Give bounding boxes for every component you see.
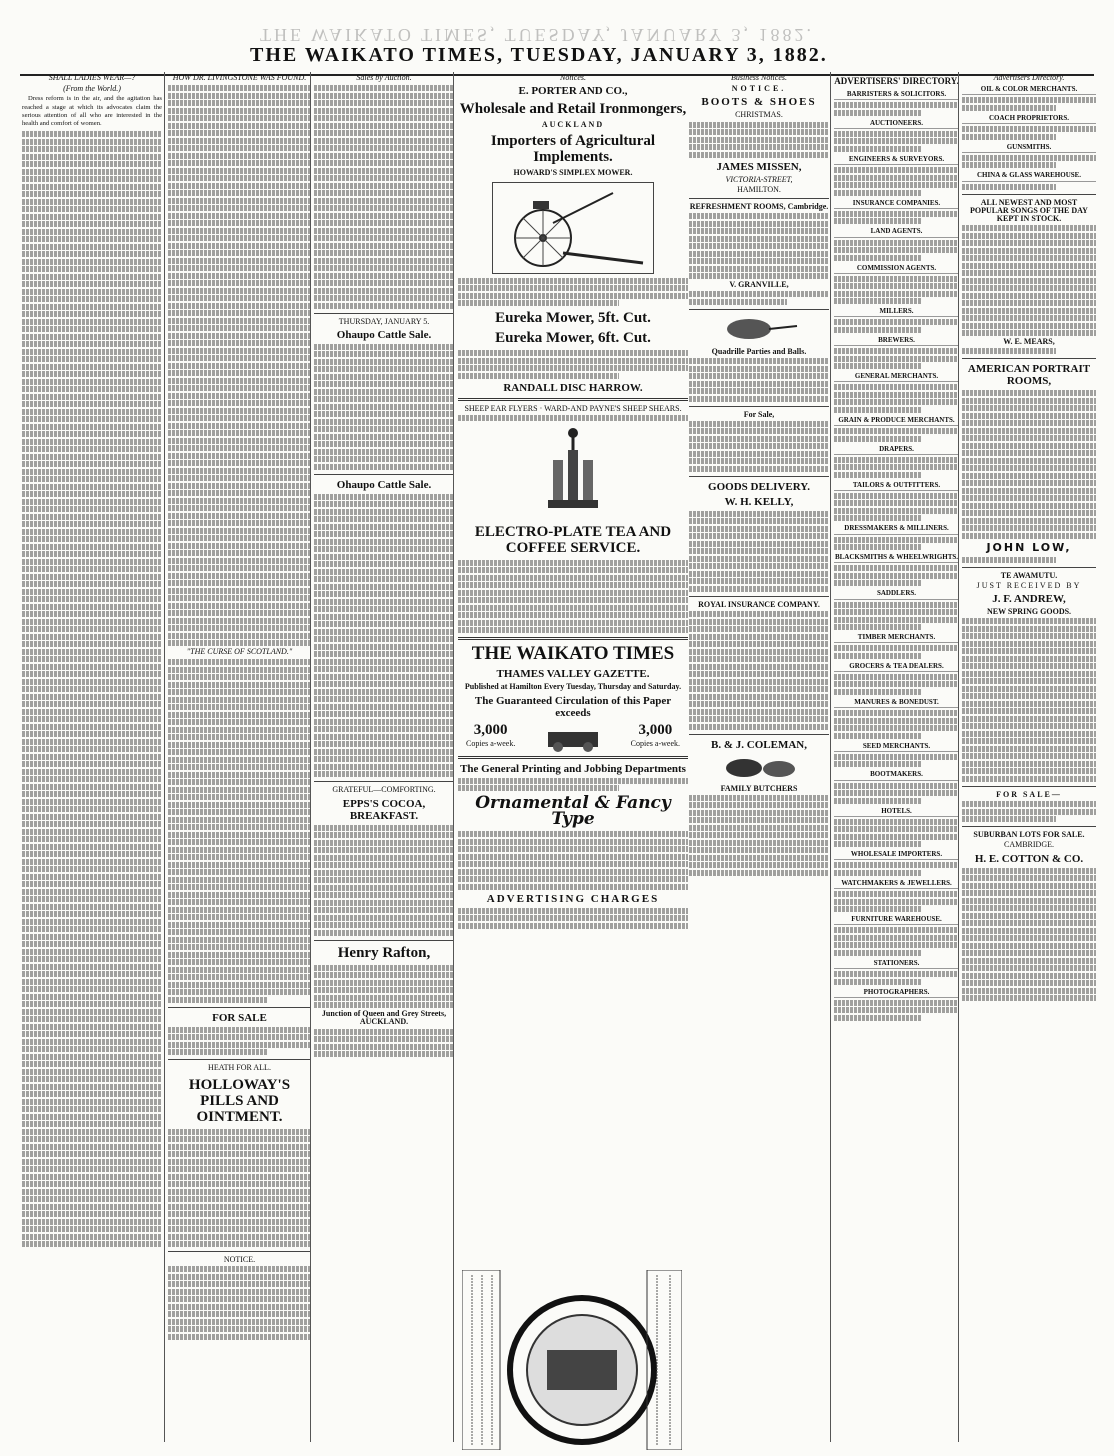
directory-entry (834, 870, 922, 876)
ad-firm: E. PORTER AND CO., (518, 85, 628, 98)
column-3 (310, 72, 454, 1442)
directory-heading: ADVERTISERS' DIRECTORY. (834, 76, 959, 86)
directory-category: MANURES & BONEDUST. (834, 698, 959, 708)
directory-entry (834, 138, 959, 144)
directory-entry (834, 754, 959, 760)
directory-entry (834, 276, 959, 282)
directory-entry (834, 247, 959, 253)
directory-entry (834, 493, 959, 499)
directory-entry (834, 240, 959, 246)
directory-entry (834, 725, 959, 731)
directory-category: SEED MERCHANTS. (834, 742, 959, 752)
cruet-illustration (538, 425, 608, 520)
directory-entry (834, 1015, 922, 1021)
directory-entry (834, 580, 922, 586)
ad-heading: NOTICE. (223, 1255, 256, 1265)
directory-entry (834, 131, 959, 137)
directory-entry (834, 645, 959, 651)
directory-entry (834, 609, 959, 615)
article-body: Dress reform is in the air, and the agitation has reached a stage at which its advocates claim the serious attention of all who are interested in the health and comfort of women. (22, 95, 162, 128)
directory-entry (834, 436, 922, 442)
directory-category: PHOTOGRAPHERS. (834, 988, 959, 998)
directory-entry (834, 841, 922, 847)
ad-heading: AMERICAN PORTRAIT ROOMS, (967, 363, 1091, 388)
directory-category: MILLERS. (834, 307, 959, 317)
directory-entry (834, 710, 959, 716)
circulation-left (466, 722, 515, 750)
masthead-bleed-through: THE WAIKATO TIMES, TUESDAY, JANUARY 3, 1882. (260, 25, 815, 45)
directory-entry (834, 834, 959, 840)
ad-heading: ROYAL INSURANCE COMPANY. (698, 599, 820, 609)
paper-title: THE WAIKATO TIMES (471, 643, 675, 665)
ad-product: HOWARD'S SIMPLEX MOWER. (513, 168, 633, 178)
directory-entry (834, 457, 959, 463)
directory-entry (834, 515, 922, 521)
directory-entry (834, 733, 922, 739)
directory-entry (834, 790, 959, 796)
directory-entry (834, 472, 922, 478)
directory-entry (834, 102, 959, 108)
directory-category: COACH PROPRIETORS. (962, 114, 1096, 124)
ad-name: B. & J. COLEMAN, (711, 738, 807, 751)
directory-entry (834, 544, 922, 550)
ad-heading: ALL NEWEST AND MOST POPULAR SONGS OF THE DAY KEPT IN STOCK. (970, 197, 1088, 223)
directory-entry (834, 175, 959, 181)
circulation-row (466, 722, 680, 752)
directory-entry (834, 190, 922, 196)
directory-category: OIL & COLOR MERCHANTS. (962, 85, 1096, 95)
copies-count: 3,000 (473, 722, 508, 739)
directory-category: WHOLESALE IMPORTERS. (834, 850, 959, 860)
article-heading: "THE CURSE OF SCOTLAND." (186, 647, 293, 657)
paper-circulation: The Guaranteed Circulation of this Paper exceeds (474, 694, 672, 719)
directory-entry (834, 798, 922, 804)
directory-entry (834, 979, 922, 985)
ad-name: JAMES MISSEN, (716, 160, 802, 173)
mower-illustration (492, 182, 654, 274)
directory-entry (834, 927, 959, 933)
directory-category: BARRISTERS & SOLICITORS. (834, 90, 959, 100)
directory-entry (834, 464, 959, 470)
ad-heading: Quadrille Parties and Balls. (711, 346, 807, 356)
directory-entry (834, 906, 922, 912)
press-illustration (543, 722, 603, 752)
directory-entry (834, 363, 922, 369)
directory-entry (834, 950, 922, 956)
article-heading: SHALL LADIES WEAR—? (48, 73, 136, 82)
ornamental-type: Ornamental & Fancy Type (475, 793, 671, 830)
ad-heading: GOODS DELIVERY. (708, 480, 810, 493)
ad-heading: Henry Rafton, (337, 944, 431, 961)
directory-category: GENERAL MERCHANTS. (834, 372, 959, 382)
ad-subheading: CHRISTMAS. (735, 110, 783, 120)
sale-heading: Ohaupo Cattle Sale. (336, 328, 432, 341)
directory-entry (834, 935, 959, 941)
copies-count: 3,000 (638, 722, 673, 739)
directory-entry (834, 291, 959, 297)
notice-heading: NOTICE. (731, 84, 787, 94)
directory-category: SADDLERS. (834, 589, 959, 599)
article-text-block (22, 131, 162, 1247)
copies-label: Copies a-week. (630, 739, 680, 749)
ad-product: Eureka Mower, 6ft. Cut. (495, 330, 651, 347)
directory-list (834, 90, 959, 1021)
directory-category: AUCTIONEERS. (834, 119, 959, 129)
directory-entry (834, 565, 959, 571)
sale-heading: Ohaupo Cattle Sale. (336, 478, 432, 491)
ad-heading: For Sale, (743, 409, 775, 419)
column-4 (453, 72, 688, 1442)
ad-heading: REFRESHMENT ROOMS, Cambridge. (689, 202, 829, 212)
cattle-illustration (714, 755, 804, 781)
directory-entry (834, 298, 922, 304)
ad-name: H. E. COTTON & CO. (974, 852, 1084, 865)
directory-category: DRESSMAKERS & MILLINERS. (834, 524, 959, 534)
ad-heading: SUBURBAN LOTS FOR SALE. (973, 830, 1085, 840)
directory-category: TIMBER MERCHANTS. (834, 633, 959, 643)
directory-entry (834, 602, 959, 608)
paper-publication: Published at Hamilton Every Tuesday, Thursday and Saturday. (464, 682, 682, 692)
directory-entry (834, 508, 959, 514)
advertising-heading: ADVERTISING CHARGES (486, 892, 660, 905)
sale-date: THURSDAY, JANUARY 5. (338, 316, 430, 326)
directory-entry (834, 399, 959, 405)
directory-entry (834, 862, 959, 868)
directory-entry (834, 899, 959, 905)
directory-heading: Advertisers Directory. (993, 73, 1065, 82)
section-heading: Sales by Auction. (356, 73, 412, 82)
directory-category: BREWERS. (834, 336, 959, 346)
column-6 (830, 72, 959, 1442)
directory-entry (834, 573, 959, 579)
directory-category: FURNITURE WAREHOUSE. (834, 915, 959, 925)
ad-heading: EPPS'S COCOA, BREAKFAST. (342, 797, 426, 822)
ad-place: AUCKLAND (541, 120, 605, 130)
ad-product: ELECTRO-PLATE TEA AND COFFEE SERVICE. (474, 523, 672, 556)
article-text-block (168, 85, 311, 646)
printing-heading: The General Printing and Jobbing Departments (460, 762, 686, 775)
ad-product: Eureka Mower, 5ft. Cut. (495, 310, 651, 327)
ad-heading: HOLLOWAY'S PILLS AND OINTMENT. (188, 1076, 291, 1125)
directory-category: GRAIN & PRODUCE MERCHANTS. (834, 416, 959, 426)
directory-entry (834, 681, 959, 687)
directory-entry (834, 891, 959, 897)
ad-product: SHEEP EAR FLYERS · WARD-AND PAYNE'S SHEEP SHEARS. (464, 403, 682, 413)
directory-entry (834, 1007, 959, 1013)
ad-name: V. GRANVILLE, (729, 280, 789, 290)
directory-category: CHINA & GLASS WAREHOUSE. (962, 171, 1096, 181)
section-heading: Notices. (560, 73, 586, 82)
directory-entry (834, 826, 959, 832)
directory-entry (834, 407, 922, 413)
column-5 (686, 72, 829, 1262)
ad-line: Importers of Agricultural Implements. (490, 133, 656, 166)
directory-entry (834, 718, 959, 724)
column-1 (22, 72, 162, 1442)
directory-entry (834, 674, 959, 680)
copies-label: Copies a-week. (466, 739, 516, 749)
directory-category: TAILORS & OUTFITTERS. (834, 481, 959, 491)
violin-illustration (719, 314, 799, 344)
directory-entry (834, 110, 922, 116)
directory-category: BLACKSMITHS & WHEELWRIGHTS. (834, 553, 959, 563)
ad-subheading: FAMILY BUTCHERS (720, 783, 798, 793)
paper-subtitle: THAMES VALLEY GAZETTE. (496, 668, 650, 681)
directory-category: BOOTMAKERS. (834, 770, 959, 780)
circulation-right (631, 722, 680, 750)
column-7 (958, 72, 1096, 1442)
ad-tagline: GRATEFUL—COMFORTING. (332, 785, 436, 795)
directory-category: STATIONERS. (834, 959, 959, 969)
directory-entry (834, 392, 959, 398)
directory-entry (834, 1000, 959, 1006)
directory-entry (834, 617, 959, 623)
directory-entry (834, 689, 922, 695)
ad-name: JOHN LOW, (986, 540, 1072, 554)
ad-town: HAMILTON. (737, 184, 781, 194)
directory-entry (834, 783, 959, 789)
directory-entry (834, 653, 922, 659)
directory-category: COMMISSION AGENTS. (834, 264, 959, 274)
ad-heading: JUST RECEIVED BY (976, 581, 1082, 591)
directory-entry (834, 356, 959, 362)
sportsmen-stamp (462, 1270, 682, 1450)
directory-entry (834, 761, 922, 767)
directory-entry (834, 255, 922, 261)
directory-category: GROCERS & TEA DEALERS. (834, 662, 959, 672)
masthead-title: THE WAIKATO TIMES, TUESDAY, JANUARY 3, 1882. (250, 44, 828, 66)
ad-heading: FOR SALE— (996, 789, 1062, 799)
ad-product: RANDALL DISC HARROW. (503, 381, 643, 394)
directory-entry (834, 146, 922, 152)
directory-entry (834, 167, 959, 173)
directory-entry (834, 283, 959, 289)
directory-entry (834, 319, 959, 325)
directory-entry (834, 971, 959, 977)
ad-town: CAMBRIDGE. (1003, 840, 1054, 850)
ad-town: TE AWAMUTU. (1000, 570, 1058, 580)
section-heading: Business Notices. (731, 73, 787, 82)
directory-category: GUNSMITHS. (962, 143, 1096, 153)
directory-entry (834, 500, 959, 506)
directory-category: LAND AGENTS. (834, 227, 959, 237)
directory-entry (834, 327, 922, 333)
directory-category: ENGINEERS & SURVEYORS. (834, 155, 959, 165)
ad-heading: HEATH FOR ALL. (208, 1063, 271, 1073)
article-heading: HOW DR. LIVINGSTONE WAS FOUND. (172, 73, 307, 82)
directory-category: DRAPERS. (834, 445, 959, 455)
ad-subheading: NEW SPRING GOODS. (986, 607, 1072, 617)
directory-entry (834, 819, 959, 825)
directory-entry (834, 384, 959, 390)
directory-entry (834, 537, 959, 543)
masthead (0, 22, 1114, 66)
directory-entry (834, 428, 959, 434)
directory-entry (834, 182, 959, 188)
directory-entry (834, 211, 959, 217)
ad-name: W. H. KELLY, (724, 495, 794, 508)
directory-entry (834, 942, 959, 948)
ad-heading: FOR SALE (212, 1011, 267, 1024)
ad-trade: Wholesale and Retail Ironmongers, (459, 101, 687, 118)
ad-address: Junction of Queen and Grey Streets, AUCKLAND. (321, 1009, 447, 1027)
ad-name: W. E. MEARS, (1003, 337, 1055, 347)
ad-name: J. F. ANDREW, (992, 593, 1066, 606)
article-source: (From the World.) (63, 84, 121, 94)
article-text-block (168, 659, 311, 1003)
directory-entry (834, 218, 922, 224)
column-2 (164, 72, 311, 1442)
directory-category: HOTELS. (834, 807, 959, 817)
directory-category: WATCHMAKERS & JEWELLERS. (834, 879, 959, 889)
directory-entry (834, 348, 959, 354)
directory-entry (834, 624, 922, 630)
ad-street: VICTORIA-STREET, (725, 174, 793, 184)
ad-heading: BOOTS & SHOES (701, 96, 817, 109)
directory-category: INSURANCE COMPANIES. (834, 199, 959, 209)
